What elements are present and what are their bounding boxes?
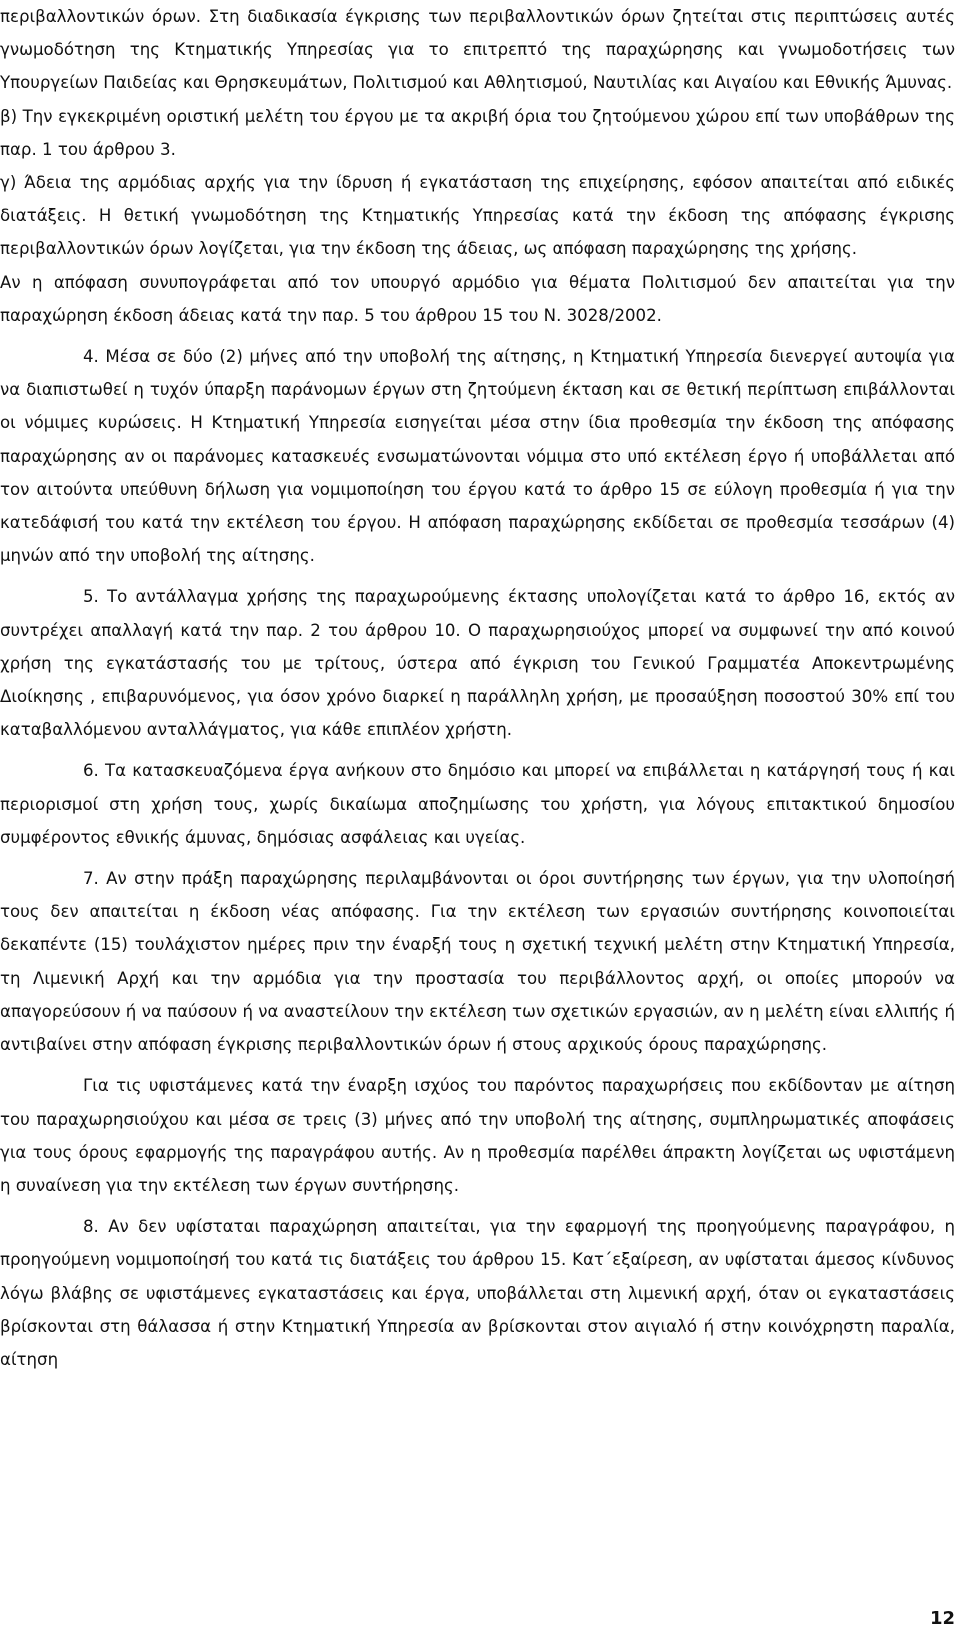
paragraph-8: 8. Αν δεν υφίσταται παραχώρηση απαιτείται, για την εφαρμογή της προηγούμενης παραγράφου, η προηγούμενη νομιμοποίησή του κατά τις διατάξεις του άρθρου 15. Κατ΄εξαίρεση, αν υφίσταται άμεσος κίνδυνος λόγω βλάβης σε υφιστάμενες εγκαταστάσεις και έργα, υποβάλλεται στη λιμενική αρχή, όταν οι εγκαταστάσεις βρίσκονται στη θάλασσα ή στην Κτηματική Υπηρεσία αν βρίσκονται στον αιγιαλό ή στην κοινόχρηστη παραλία, αίτηση xyxy=(0,1217,955,1369)
paragraph-4: 4. Μέσα σε δύο (2) μήνες από την υποβολή της αίτησης, η Κτηματική Υπηρεσία διενεργεί αυτοψία για να διαπιστωθεί η τυχόν ύπαρξη παράνομων έργων στη ζητούμενη έκταση και σε θετική περίπτωση επιβάλλονται οι νόμιμες κυρώσεις. Η Κτηματική Υπηρεσία εισηγείται μέσα στην ίδια προθεσμία την έκδοση της απόφασης παραχώρησης αν οι παράνομες κατασκευές ενσωματώνονται νόμιμα στο υπό εκτέλεση έργο ή υποβάλλεται από τον αιτούντα υπεύθυνη δήλωση για νομιμοποίηση του έργου κατά το άρθρο 15 σε εύλογη προθεσμία ή για την κατεδάφισή του κατά την εκτέλεση του έργου. Η απόφαση παραχώρησης εκδίδεται σε προθεσμία τεσσάρων (4) μηνών από την υποβολή της αίτησης. xyxy=(0,347,955,566)
paragraph-item-b: β) Την εγκεκριμένη οριστική μελέτη του έργου με τα ακριβή όρια του ζητούμενου χώρου επί των υποβάθρων της παρ. 1 του άρθρου 3. xyxy=(0,106,955,159)
page-number: 12 xyxy=(929,1608,955,1629)
paragraph-5: 5. Το αντάλλαγμα χρήσης της παραχωρούμενης έκτασης υπολογίζεται κατά το άρθρο 16, εκτός αν συντρέχει απαλλαγή κατά την παρ. 2 του άρθρου 10. Ο παραχωρησιούχος μπορεί να συμφωνεί την από κοινού χρήση της εγκατάστασής του με τρίτους, ύστερα από έγκριση του Γενικού Γραμματέα Αποκεντρωμένης Διοίκησης , επιβαρυνόμενος, για όσον χρόνο διαρκεί η παράλληλη χρήση, με προσαύξηση ποσοστού 30% επί του καταβαλλόμενου ανταλλάγματος, για κάθε επιπλέον χρήστη. xyxy=(0,587,955,740)
paragraph-continuation: περιβαλλοντικών όρων. Στη διαδικασία έγκρισης των περιβαλλοντικών όρων ζητείται στις περιπτώσεις αυτές γνωμοδότηση της Κτηματικής Υπηρεσίας για το επιτρεπτό της παραχώρησης και γνωμοδοτήσεις των Υπουργείων Παιδείας και Θρησκευμάτων, Πολιτισμού και Αθλητισμού, Ναυτιλίας και Αιγαίου και Εθνικής Άμυνας. xyxy=(0,7,955,93)
paragraph-7: 7. Αν στην πράξη παραχώρησης περιλαμβάνονται οι όροι συντήρησης των έργων, για την υλοποίησή τους δεν απαιτείται η έκδοση νέας απόφασης. Για την εκτέλεση των εργασιών συντήρησης κοινοποιείται δεκαπέντε (15) τουλάχιστον ημέρες πριν την έναρξή τους η σχετική τεχνική μελέτη στην Κτηματική Υπηρεσία, τη Λιμενική Αρχή και την αρμόδια για την προστασία του περιβάλλοντος αρχή, οι οποίες μπορούν να απαγορεύσουν ή να παύσουν ή να αναστείλουν την εκτέλεση των σχετικών εργασιών, αν η μελέτη είναι ελλιπής ή αντιβαίνει στην απόφαση έγκρισης περιβαλλοντικών όρων ή στους αρχικούς όρους παραχώρησης. xyxy=(0,869,955,1055)
paragraph-6: 6. Τα κατασκευαζόμενα έργα ανήκουν στο δημόσιο και μπορεί να επιβάλλεται η κατάργησή τους ή και περιορισμοί στη χρήση τους, χωρίς δικαίωμα αποζημίωσης του χρήστη, για λόγους επιτακτικού δημοσίου συμφέροντος εθνικής άμυνας, δημόσιας ασφάλειας και υγείας. xyxy=(0,761,955,847)
paragraph-existing-concessions: Για τις υφιστάμενες κατά την έναρξη ισχύος του παρόντος παραχωρήσεις που εκδίδονταν με αίτηση του παραχωρησιούχου και μέσα σε τρεις (3) μήνες από την υποβολή της αίτησης, συμπληρωματικές αποφάσεις για τους όρους εφαρμογής της παραγράφου αυτής. Αν η προθεσμία παρέλθει άπρακτη λογίζεται ως υφιστάμενη η συναίνεση για την εκτέλεση των έργων συντήρησης. xyxy=(0,1076,955,1195)
paragraph-culture-exemption: Αν η απόφαση συνυπογράφεται από τον υπουργό αρμόδιο για θέματα Πολιτισμού δεν απαιτείται για την παραχώρηση έκδοση άδειας κατά την παρ. 5 του άρθρου 15 του Ν. 3028/2002. xyxy=(0,272,955,325)
paragraph-item-c: γ) Άδεια της αρμόδιας αρχής για την ίδρυση ή εγκατάσταση της επιχείρησης, εφόσον απαιτείται από ειδικές διατάξεις. Η θετική γνωμοδότηση της Κτηματικής Υπηρεσίας κατά την έκδοση της απόφασης έγκρισης περιβαλλοντικών όρων λογίζεται, για την έκδοση της άδειας, ως απόφαση παραχώρησης της χρήσης. xyxy=(0,173,955,259)
